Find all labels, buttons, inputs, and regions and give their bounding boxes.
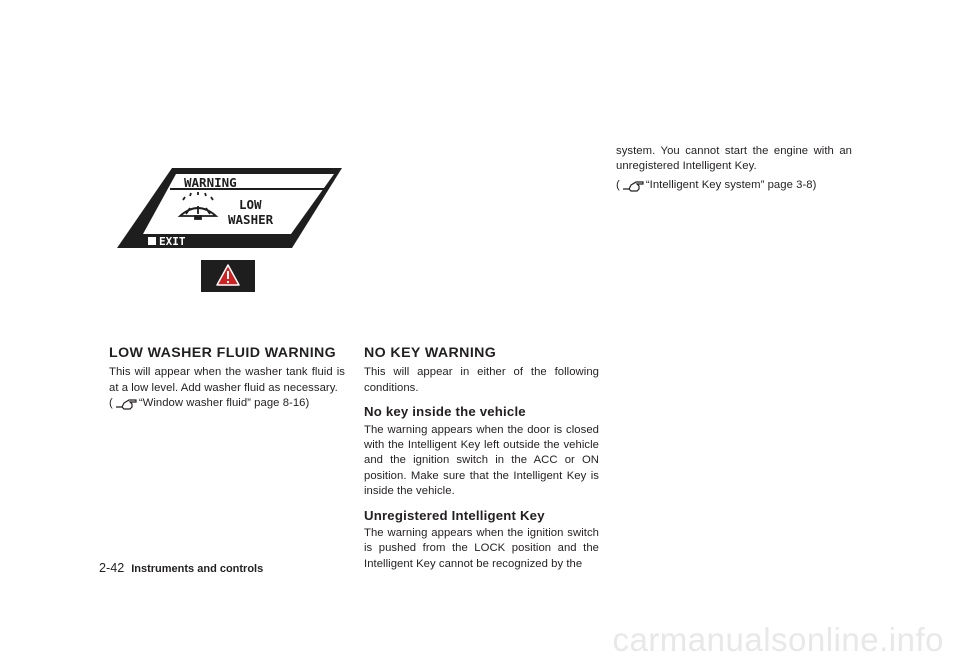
low-washer-heading: LOW WASHER FLUID WARNING [109,345,337,361]
low-washer-display-illustration [112,168,342,310]
no-key-intro: This will appear in either of the following conditions. [364,366,599,394]
low-washer-body: This will appear when the washer tank fluid is at a low level. Add washer fluid as necessary. [109,366,345,394]
pointing-hand-icon [622,179,644,193]
no-key-inside-body: The warning appears when the door is closed with the Intelligent Key left outside the vehicle and the ignition switch in the ACC or ON position. Make sure that the Intelligent Key is inside the vehicle. [364,423,599,498]
page-footer [99,561,263,575]
intelligent-key-reference: ( “Intelligent Key system” page 3-8) [616,178,852,193]
no-key-inside-subheading: No key inside the vehicle [364,404,526,420]
low-washer-reference: ( “Window washer fluid” page 8-16) [109,396,345,411]
middle-column [364,346,599,572]
section-title: Instruments and controls [131,563,264,575]
low-washer-ref-text: “Window washer fluid” page 8-16) [138,397,310,410]
display-line2: WASHER [228,212,274,227]
left-column [109,346,345,412]
right-column [616,144,852,193]
no-key-heading: NO KEY WARNING [364,345,497,361]
page-number: 2-42 [99,561,125,575]
right-body: system. You cannot start the engine with an unregistered Intelligent Key. [616,145,852,173]
display-line1: LOW [239,197,262,212]
display-warning-label: WARNING [184,175,237,190]
pointing-hand-icon [115,397,137,411]
unregistered-key-body: The warning appears when the ignition switch is pushed from the LOCK position and the Intelligent Key cannot be recognized by the [364,527,599,570]
watermark: carmanualsonline.info [612,621,944,658]
intelligent-key-ref-text: “Intelligent Key system” page 3-8) [645,178,817,191]
display-exit-label: EXIT [159,235,186,248]
exit-bullet-icon [148,237,156,245]
unregistered-key-subheading: Unregistered Intelligent Key [364,507,545,523]
